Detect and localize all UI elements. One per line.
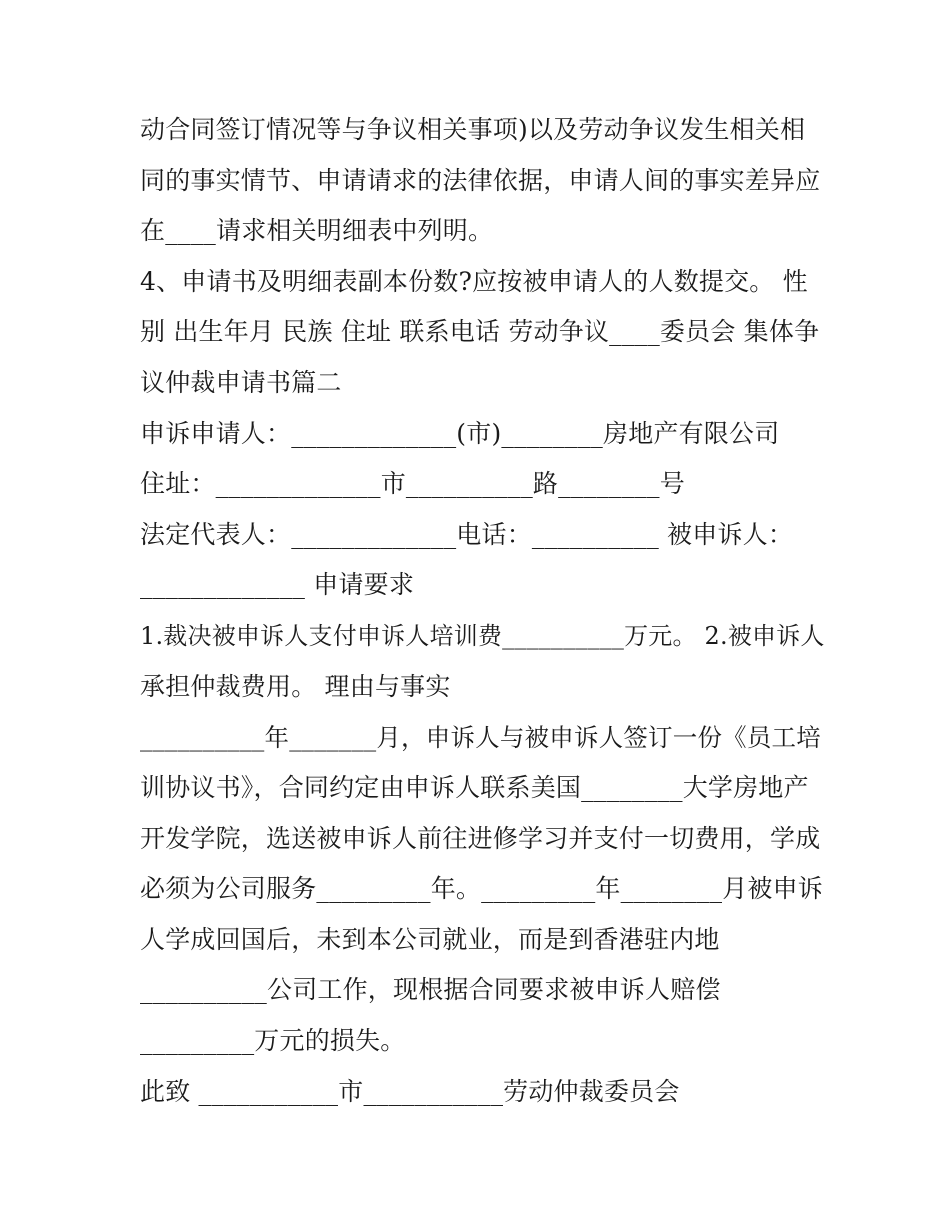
text-line: 别 出生年月 民族 住址 联系电话 劳动争议____委员会 集体争 bbox=[140, 317, 820, 346]
applicant-line: 申诉申请人：_____________(市)________房地产有限公司 bbox=[140, 419, 780, 448]
section-title: 议仲裁申请书篇二 bbox=[140, 368, 342, 397]
text-line: 训协议书》，合同约定由申诉人联系美国________大学房地产 bbox=[140, 773, 809, 802]
address-line: 住址：_____________市__________路________号 bbox=[140, 469, 685, 498]
text-line: 人学成回国后，未到本公司就业，而是到香港驻内地 bbox=[140, 925, 720, 954]
text-line: 动合同签订情况等与争议相关事项)以及劳动争议发生相关相 bbox=[140, 115, 806, 144]
respondent-line: _____________ 申请要求 bbox=[140, 570, 415, 599]
closing-line: 此致 ___________市___________劳动仲裁委员会 bbox=[140, 1077, 680, 1106]
text-line: __________年_______月，申诉人与被申诉人签订一份《员工培 bbox=[140, 723, 821, 752]
request-line: 1.裁决被申诉人支付申诉人培训费__________万元。 2.被申诉人 bbox=[140, 622, 825, 650]
representative-line: 法定代表人：_____________电话：__________ 被申诉人： bbox=[140, 520, 794, 549]
text-line: 同的事实情节、申请请求的法律依据，申请人间的事实差异应 bbox=[140, 166, 821, 195]
text-line: 4、申请书及明细表副本份数?应按被申请人的人数提交。 性 bbox=[140, 267, 808, 296]
text-line: 开发学院，选送被申诉人前往进修学习并支付一切费用，学成 bbox=[140, 824, 821, 853]
text-line: __________公司工作，现根据合同要求被申诉人赔偿 bbox=[140, 975, 721, 1004]
text-line: 在____请求相关明细表中列明。 bbox=[140, 216, 494, 245]
request-line: 承担仲裁费用。 理由与事实 bbox=[140, 672, 451, 701]
text-line: 必须为公司服务_________年。_________年________月被申诉 bbox=[140, 874, 824, 903]
text-line: _________万元的损失。 bbox=[140, 1026, 406, 1055]
